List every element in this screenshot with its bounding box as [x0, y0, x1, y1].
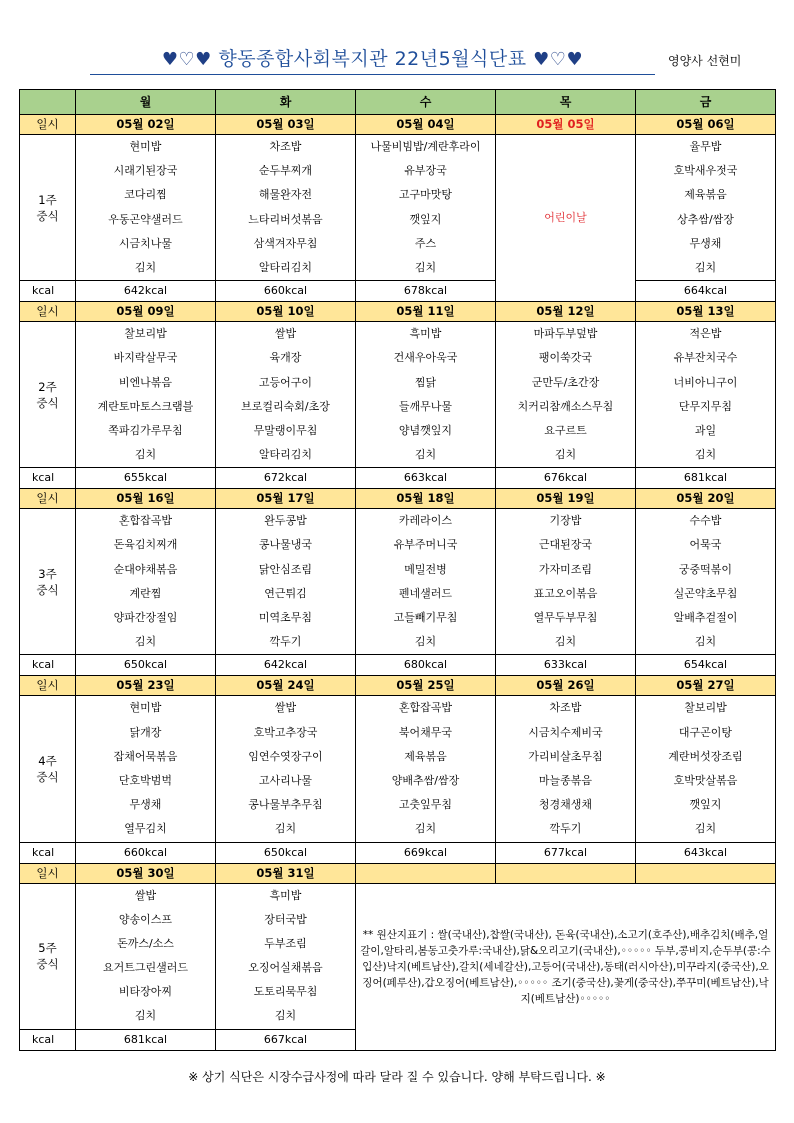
date-cell: 05월 10일 — [216, 302, 356, 322]
kcal-row — [20, 842, 776, 863]
dish-item: 도토리묵무침 — [253, 985, 318, 999]
dish-item: 단호박범벅 — [118, 773, 173, 787]
dish-item: 혼합잡곡밥 — [118, 514, 173, 528]
dish-item: 현미밥 — [129, 701, 162, 715]
dish-item: 김치 — [414, 448, 437, 462]
day-header: 금 — [636, 90, 776, 115]
kcal-cell: 669kcal — [356, 842, 496, 863]
kcal-cell: 681kcal — [76, 1029, 216, 1050]
menu-cell — [636, 509, 776, 655]
dish-item: 율무밥 — [689, 140, 722, 153]
date-cell — [496, 863, 636, 883]
dish-item: 청경채생채 — [538, 798, 593, 812]
dish-item: 들깨무나물 — [398, 399, 453, 413]
week-label: 3주 중식 — [20, 509, 76, 655]
dish-item: 메밀전병 — [404, 562, 447, 576]
week-label: 1주 중식 — [20, 135, 76, 281]
dish-item: 무생채 — [129, 798, 162, 812]
dish-item: 계란토마토스크램블 — [97, 399, 194, 413]
kcal-label: kcal — [20, 468, 76, 489]
dish-item: 김치 — [274, 1009, 297, 1023]
dish-item: 상추쌈/쌈장 — [677, 212, 734, 226]
dish-item: 찜닭 — [414, 375, 437, 389]
day-header: 목 — [496, 90, 636, 115]
date-cell — [356, 863, 496, 883]
dietitian-name: 영양사 선현미 — [668, 54, 742, 68]
dish-item: 김치 — [694, 260, 717, 274]
hearts-right-icon: ♥♡♥ — [533, 49, 584, 70]
dish-item: 흑미밥 — [409, 327, 442, 341]
date-cell: 05월 05일 — [496, 115, 636, 135]
dish-item: 대구곤이탕 — [678, 725, 733, 739]
menu-cell — [216, 883, 356, 1029]
dish-item: 건새우아욱국 — [393, 351, 458, 365]
dish-item: 궁중떡볶이 — [678, 562, 733, 576]
dish-item: 김치 — [134, 260, 157, 274]
dish-item: 제육볶음 — [684, 188, 727, 202]
dish-item: 육개장 — [269, 351, 302, 365]
dish-item: 쌀밥 — [274, 701, 297, 715]
dish-item: 팽이쑥갓국 — [538, 351, 593, 365]
dish-item: 계란버섯장조림 — [668, 749, 743, 763]
dish-item: 유부장국 — [404, 164, 447, 178]
title-area — [0, 44, 794, 80]
dish-item: 호박맛살볶음 — [673, 773, 738, 787]
date-cell: 05월 25일 — [356, 676, 496, 696]
kcal-label: kcal — [20, 655, 76, 676]
dish-item: 펜네샐러드 — [398, 586, 453, 600]
week-label: 5주 중식 — [20, 883, 76, 1029]
origin-note: ** 원산지표기 : 쌀(국내산),찹쌀(국내산), 돈육(국내산),소고기(호주산),배추김치(배추,얼갈이,알타리,봄동고춧가루:국내산),닭&오리고기(국내산),◦◦◦◦◦ 두부,콩비지,순두부(콩:수입산)낙지(베트남산),갈치(세네갈산),고등어(국내산),동태(러시아산),미꾸라지(중국산),오징어(페루산),갑오징어(베트남산),◦◦◦◦◦ 조기(중국산),꽃게(중국산),쭈꾸미(베트남산),낙지(베트남산)◦◦◦◦◦ — [356, 883, 776, 1050]
dish-item: 찰보리밥 — [124, 327, 167, 341]
dish-item: 쪽파김가루무침 — [108, 423, 183, 437]
date-cell: 05월 23일 — [76, 676, 216, 696]
dish-item: 흑미밥 — [269, 888, 302, 902]
dish-item: 바지락살무국 — [113, 351, 178, 365]
date-cell — [636, 863, 776, 883]
date-row — [20, 302, 776, 322]
dish-item: 오징어실채볶음 — [248, 961, 323, 975]
dish-item: 시래기된장국 — [113, 164, 178, 178]
date-cell: 05월 11일 — [356, 302, 496, 322]
menu-cell — [76, 696, 216, 842]
dish-item: 무생채 — [689, 236, 722, 250]
week-label: 4주 중식 — [20, 696, 76, 842]
menu-cell — [496, 322, 636, 468]
kcal-cell: 672kcal — [216, 468, 356, 489]
dish-item: 적은밥 — [689, 327, 722, 341]
page-title — [90, 44, 655, 75]
dish-item: 수수밥 — [689, 514, 722, 528]
day-header: 월 — [76, 90, 216, 115]
dish-item: 차조밥 — [269, 140, 302, 153]
dish-item: 시금치수제비국 — [528, 725, 603, 739]
dish-item: 군만두/초간장 — [531, 375, 600, 389]
dish-item: 너비아니구이 — [673, 375, 738, 389]
dish-item: 미역초무침 — [258, 611, 313, 624]
footer-note: ※ 상기 식단은 시장수급사정에 따라 달라 질 수 있습니다. 양해 부탁드립니다. ※ — [188, 1070, 606, 1084]
dish-item: 해물완자전 — [258, 188, 313, 202]
day-header-row — [20, 90, 776, 115]
menu-row — [20, 322, 776, 468]
menu-cell — [636, 322, 776, 468]
menu-cell — [496, 696, 636, 842]
dish-item: 쌀밥 — [134, 888, 157, 902]
dish-item: 고춧잎무침 — [398, 798, 453, 812]
dish-item: 삼색겨자무침 — [253, 236, 318, 250]
dish-item: 깍두기 — [269, 635, 302, 649]
menu-cell — [216, 322, 356, 468]
date-label: 일시 — [20, 676, 76, 696]
dish-item: 호박새우젓국 — [673, 164, 738, 178]
dish-item: 비타장아찌 — [118, 985, 173, 999]
menu-cell — [636, 135, 776, 281]
date-label: 일시 — [20, 302, 76, 322]
dish-item: 양송이스프 — [118, 912, 173, 926]
date-cell: 05월 12일 — [496, 302, 636, 322]
dish-item: 알타리김치 — [258, 448, 313, 462]
kcal-cell: 681kcal — [636, 468, 776, 489]
title-text: 향동종합사회복지관 22년5월식단표 — [218, 48, 527, 70]
dish-item: 알배추겉절이 — [673, 611, 738, 624]
dish-item: 요거트그린샐러드 — [102, 961, 188, 975]
hearts-left-icon: ♥♡♥ — [161, 49, 212, 70]
date-label: 일시 — [20, 863, 76, 883]
date-row — [20, 863, 776, 883]
date-label: 일시 — [20, 489, 76, 509]
date-row — [20, 115, 776, 135]
dish-item: 돈육김치찌개 — [113, 538, 178, 552]
kcal-cell: 676kcal — [496, 468, 636, 489]
date-cell: 05월 17일 — [216, 489, 356, 509]
dish-item: 양배추쌈/쌈장 — [391, 773, 460, 787]
dish-item: 실곤약초무침 — [673, 586, 738, 600]
dish-item: 브로컬리숙회/초장 — [241, 399, 330, 413]
dish-item: 깻잎지 — [689, 798, 722, 812]
kcal-cell: 650kcal — [216, 842, 356, 863]
dish-item: 치커리참깨소스무침 — [517, 399, 614, 413]
dish-item: 순대야채볶음 — [113, 562, 178, 576]
dish-item: 코다리찜 — [124, 188, 167, 202]
kcal-cell: 677kcal — [496, 842, 636, 863]
dish-item: 무말랭이무침 — [253, 423, 318, 437]
dish-item: 마늘종볶음 — [538, 773, 593, 787]
kcal-cell: 643kcal — [636, 842, 776, 863]
dish-item: 김치 — [134, 448, 157, 462]
dish-item: 가자미조림 — [538, 562, 593, 576]
menu-cell — [356, 322, 496, 468]
dish-item: 닭개장 — [129, 725, 162, 739]
menu-cell — [76, 883, 216, 1029]
dish-item: 느타리버섯볶음 — [248, 212, 323, 226]
date-row — [20, 676, 776, 696]
kcal-cell: 642kcal — [216, 655, 356, 676]
dish-item: 김치 — [554, 635, 577, 649]
dish-item: 호박고추장국 — [253, 725, 318, 739]
dish-item: 찰보리밥 — [684, 701, 727, 715]
menu-row — [20, 135, 776, 281]
dish-item: 김치 — [554, 448, 577, 462]
dish-item: 차조밥 — [549, 701, 582, 715]
menu-cell — [636, 696, 776, 842]
dish-item: 제육볶음 — [404, 749, 447, 763]
dish-item: 임연수엿장구이 — [248, 749, 323, 763]
date-cell: 05월 06일 — [636, 115, 776, 135]
dish-item: 김치 — [694, 635, 717, 649]
dish-item: 요구르트 — [544, 423, 587, 437]
dish-item: 순두부찌개 — [258, 164, 313, 178]
kcal-cell: 633kcal — [496, 655, 636, 676]
date-label: 일시 — [20, 115, 76, 135]
dish-item: 유부주머니국 — [393, 538, 458, 552]
dish-item: 주스 — [414, 236, 437, 250]
dish-item: 김치 — [414, 822, 437, 836]
dish-item: 김치 — [694, 822, 717, 836]
date-row — [20, 489, 776, 509]
kcal-cell: 663kcal — [356, 468, 496, 489]
dish-item: 북어채무국 — [398, 725, 453, 739]
dish-item: 과일 — [694, 423, 717, 437]
date-cell: 05월 03일 — [216, 115, 356, 135]
date-cell: 05월 18일 — [356, 489, 496, 509]
day-header: 수 — [356, 90, 496, 115]
dish-item: 기장밥 — [549, 514, 582, 528]
kcal-cell: 642kcal — [76, 281, 216, 302]
date-cell: 05월 26일 — [496, 676, 636, 696]
dish-item: 가리비살초무침 — [528, 749, 603, 763]
dish-item: 양념깻잎지 — [398, 423, 453, 437]
kcal-row — [20, 281, 776, 302]
menu-cell — [496, 509, 636, 655]
dish-item: 닭안심조림 — [258, 562, 313, 576]
date-cell: 05월 31일 — [216, 863, 356, 883]
dish-item: 깍두기 — [549, 822, 582, 836]
kcal-cell: 655kcal — [76, 468, 216, 489]
menu-row — [20, 696, 776, 842]
dish-item: 열무두부무침 — [533, 611, 598, 624]
menu-table — [19, 89, 776, 1051]
dish-item: 표고오이볶음 — [533, 586, 598, 600]
dish-item: 깻잎지 — [409, 212, 442, 226]
kcal-cell: 660kcal — [216, 281, 356, 302]
menu-cell — [216, 509, 356, 655]
dish-item: 알타리김치 — [258, 260, 313, 274]
day-header: 화 — [216, 90, 356, 115]
kcal-cell: 680kcal — [356, 655, 496, 676]
date-cell: 05월 20일 — [636, 489, 776, 509]
kcal-row — [20, 655, 776, 676]
menu-cell — [216, 135, 356, 281]
menu-row — [20, 883, 776, 1029]
menu-cell — [356, 696, 496, 842]
dish-item: 쌀밥 — [274, 327, 297, 341]
kcal-cell: 664kcal — [636, 281, 776, 302]
dish-item: 근대된장국 — [538, 538, 593, 552]
date-cell: 05월 30일 — [76, 863, 216, 883]
kcal-cell: 654kcal — [636, 655, 776, 676]
dish-item: 단무지무침 — [678, 399, 733, 413]
dish-item: 김치 — [134, 635, 157, 649]
date-cell: 05월 24일 — [216, 676, 356, 696]
dish-item: 마파두부덮밥 — [533, 327, 598, 341]
dish-item: 유부잔치국수 — [673, 351, 738, 365]
holiday-cell: 어린이날 — [496, 135, 636, 302]
menu-cell — [356, 135, 496, 281]
dish-item: 김치 — [414, 260, 437, 274]
dish-item: 양파간장절임 — [113, 611, 178, 624]
kcal-label: kcal — [20, 1029, 76, 1050]
dish-item: 완두콩밥 — [264, 514, 307, 528]
kcal-cell: 660kcal — [76, 842, 216, 863]
date-cell: 05월 16일 — [76, 489, 216, 509]
dish-item: 우동곤약샐러드 — [108, 212, 183, 226]
dish-item: 김치 — [274, 822, 297, 836]
dish-item: 고등어구이 — [258, 375, 313, 389]
dish-item: 비엔나볶음 — [118, 375, 173, 389]
dish-item: 콩나물부추무침 — [248, 798, 323, 812]
kcal-cell: 667kcal — [216, 1029, 356, 1050]
dish-item: 열무김치 — [124, 822, 167, 836]
dish-item: 장터국밥 — [264, 912, 307, 926]
dish-item: 카레라이스 — [398, 514, 453, 528]
dish-item: 연근튀김 — [264, 586, 307, 600]
menu-cell — [216, 696, 356, 842]
dish-item: 계란찜 — [129, 586, 162, 600]
menu-cell — [356, 509, 496, 655]
header-blank — [20, 90, 76, 115]
dish-item: 시금치나물 — [118, 236, 173, 250]
dish-item: 나물비빔밥/계란후라이 — [370, 140, 481, 153]
kcal-label: kcal — [20, 281, 76, 302]
date-cell: 05월 27일 — [636, 676, 776, 696]
kcal-row — [20, 468, 776, 489]
menu-cell — [76, 135, 216, 281]
dish-item: 콩나물냉국 — [258, 538, 313, 552]
date-cell: 05월 09일 — [76, 302, 216, 322]
menu-row — [20, 509, 776, 655]
kcal-cell: 650kcal — [76, 655, 216, 676]
dish-item: 김치 — [414, 635, 437, 649]
menu-cell — [76, 509, 216, 655]
dish-item: 고사리나물 — [258, 773, 313, 787]
dish-item: 고구마맛탕 — [398, 188, 453, 202]
date-cell: 05월 02일 — [76, 115, 216, 135]
dish-item: 현미밥 — [129, 140, 162, 153]
kcal-cell: 678kcal — [356, 281, 496, 302]
dish-item: 고들빼기무침 — [393, 611, 458, 624]
dish-item: 김치 — [134, 1009, 157, 1023]
kcal-label: kcal — [20, 842, 76, 863]
dish-item: 어묵국 — [689, 538, 722, 552]
dish-item: 혼합잡곡밥 — [398, 701, 453, 715]
dish-item: 김치 — [694, 448, 717, 462]
date-cell: 05월 04일 — [356, 115, 496, 135]
dish-item: 돈까스/소스 — [117, 936, 174, 950]
date-cell: 05월 13일 — [636, 302, 776, 322]
menu-cell — [76, 322, 216, 468]
dish-item: 두부조림 — [264, 936, 307, 950]
dish-item: 잡채어묵볶음 — [113, 749, 178, 763]
date-cell: 05월 19일 — [496, 489, 636, 509]
week-label: 2주 중식 — [20, 322, 76, 468]
